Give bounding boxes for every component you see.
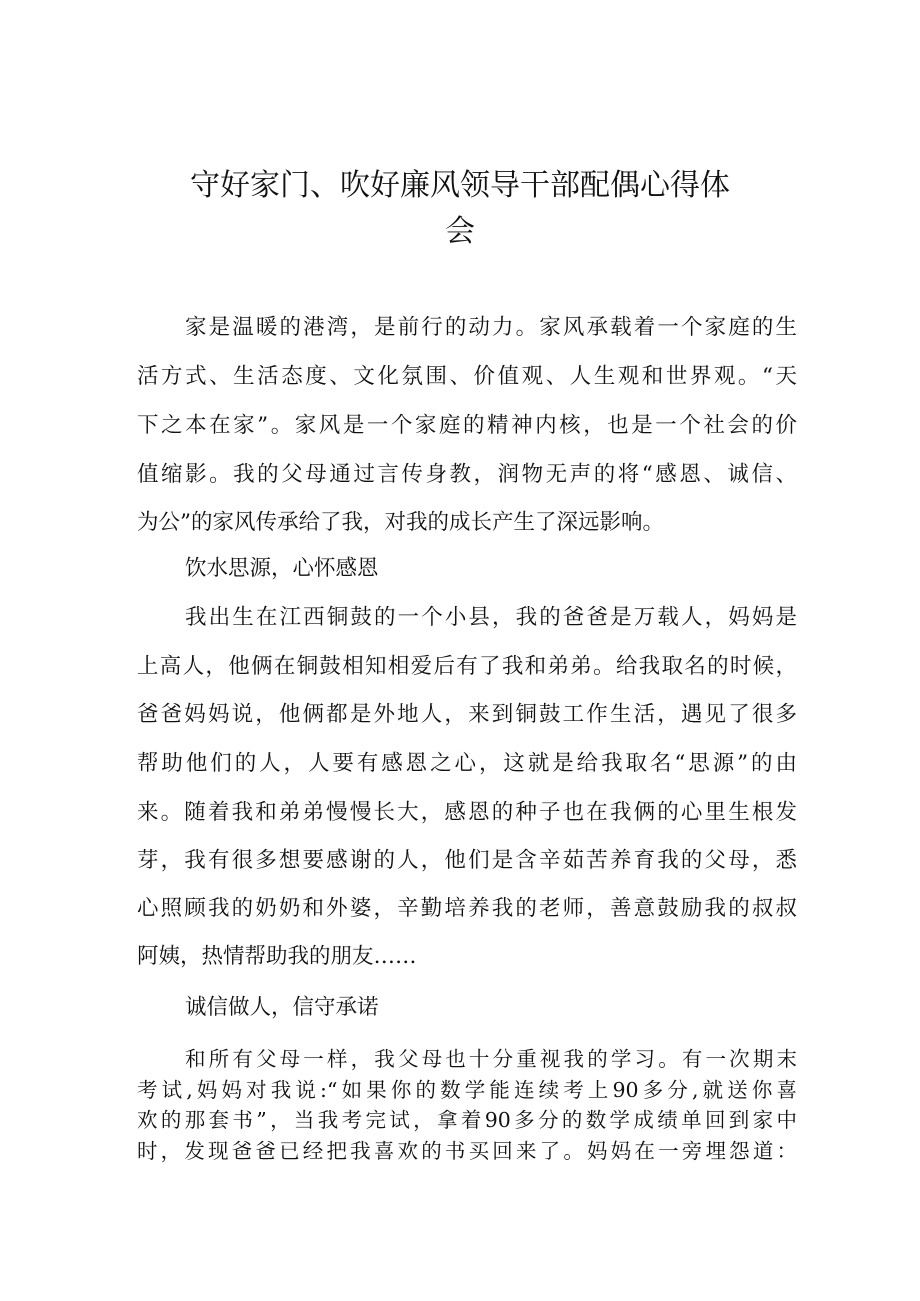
paragraph-line: 和所有父母一样，我父母也十分重视我的学习。有一次期末 bbox=[185, 1047, 797, 1071]
paragraph-line: 时，发现爸爸已经把我喜欢的书买回来了。妈妈在一旁埋怨道： bbox=[137, 1139, 797, 1163]
paragraph-line: 考试,妈妈对我说:“如果你的数学能连续考上90多分,就送你喜 bbox=[137, 1078, 797, 1102]
paragraph-line: 心照顾我的奶奶和外婆，辛勤培养我的老师，善意鼓励我的叔叔 bbox=[137, 896, 797, 921]
paragraph-line: 阿姨，热情帮助我的朋友…… bbox=[137, 944, 417, 969]
paragraph-line: 家是温暖的港湾，是前行的动力。家风承载着一个家庭的生 bbox=[185, 315, 797, 340]
paragraph-line: 为公”的家风传承给了我，对我的成长产生了深远影响。 bbox=[137, 510, 664, 535]
paragraph-line: 我出生在江西铜鼓的一个小县，我的爸爸是万载人，妈妈是 bbox=[185, 605, 797, 630]
paragraph-line: 值缩影。我的父母通过言传身教，润物无声的将“感恩、诚信、 bbox=[137, 462, 797, 487]
paragraph-line: 上高人，他俩在铜鼓相知相爱后有了我和弟弟。给我取名的时候， bbox=[137, 654, 797, 679]
paragraph-line: 活方式、生活态度、文化氛围、价值观、人生观和世界观。“天 bbox=[137, 364, 797, 389]
paragraph-line: 欢的那套书”，当我考完试，拿着90多分的数学成绩单回到家中 bbox=[137, 1108, 797, 1132]
paragraph-line: 帮助他们的人，人要有感恩之心，这就是给我取名“思源”的由 bbox=[137, 751, 797, 776]
paragraph-line: 爸爸妈妈说，他俩都是外地人，来到铜鼓工作生活，遇见了很多 bbox=[137, 702, 797, 727]
document-title-line-1: 守好家门、吹好廉风领导干部配偶心得体 bbox=[190, 168, 730, 203]
section-heading-2: 诚信做人，信守承诺 bbox=[185, 995, 379, 1020]
paragraph-line: 来。随着我和弟弟慢慢长大，感恩的种子也在我俩的心里生根发 bbox=[137, 800, 797, 825]
document-title-line-2: 会 bbox=[445, 214, 475, 249]
section-heading-1: 饮水思源，心怀感恩 bbox=[185, 556, 379, 581]
paragraph-line: 芽，我有很多想要感谢的人，他们是含辛茹苦养育我的父母，悉 bbox=[137, 848, 797, 873]
paragraph-line: 下之本在家”。家风是一个家庭的精神内核，也是一个社会的价 bbox=[137, 413, 797, 438]
